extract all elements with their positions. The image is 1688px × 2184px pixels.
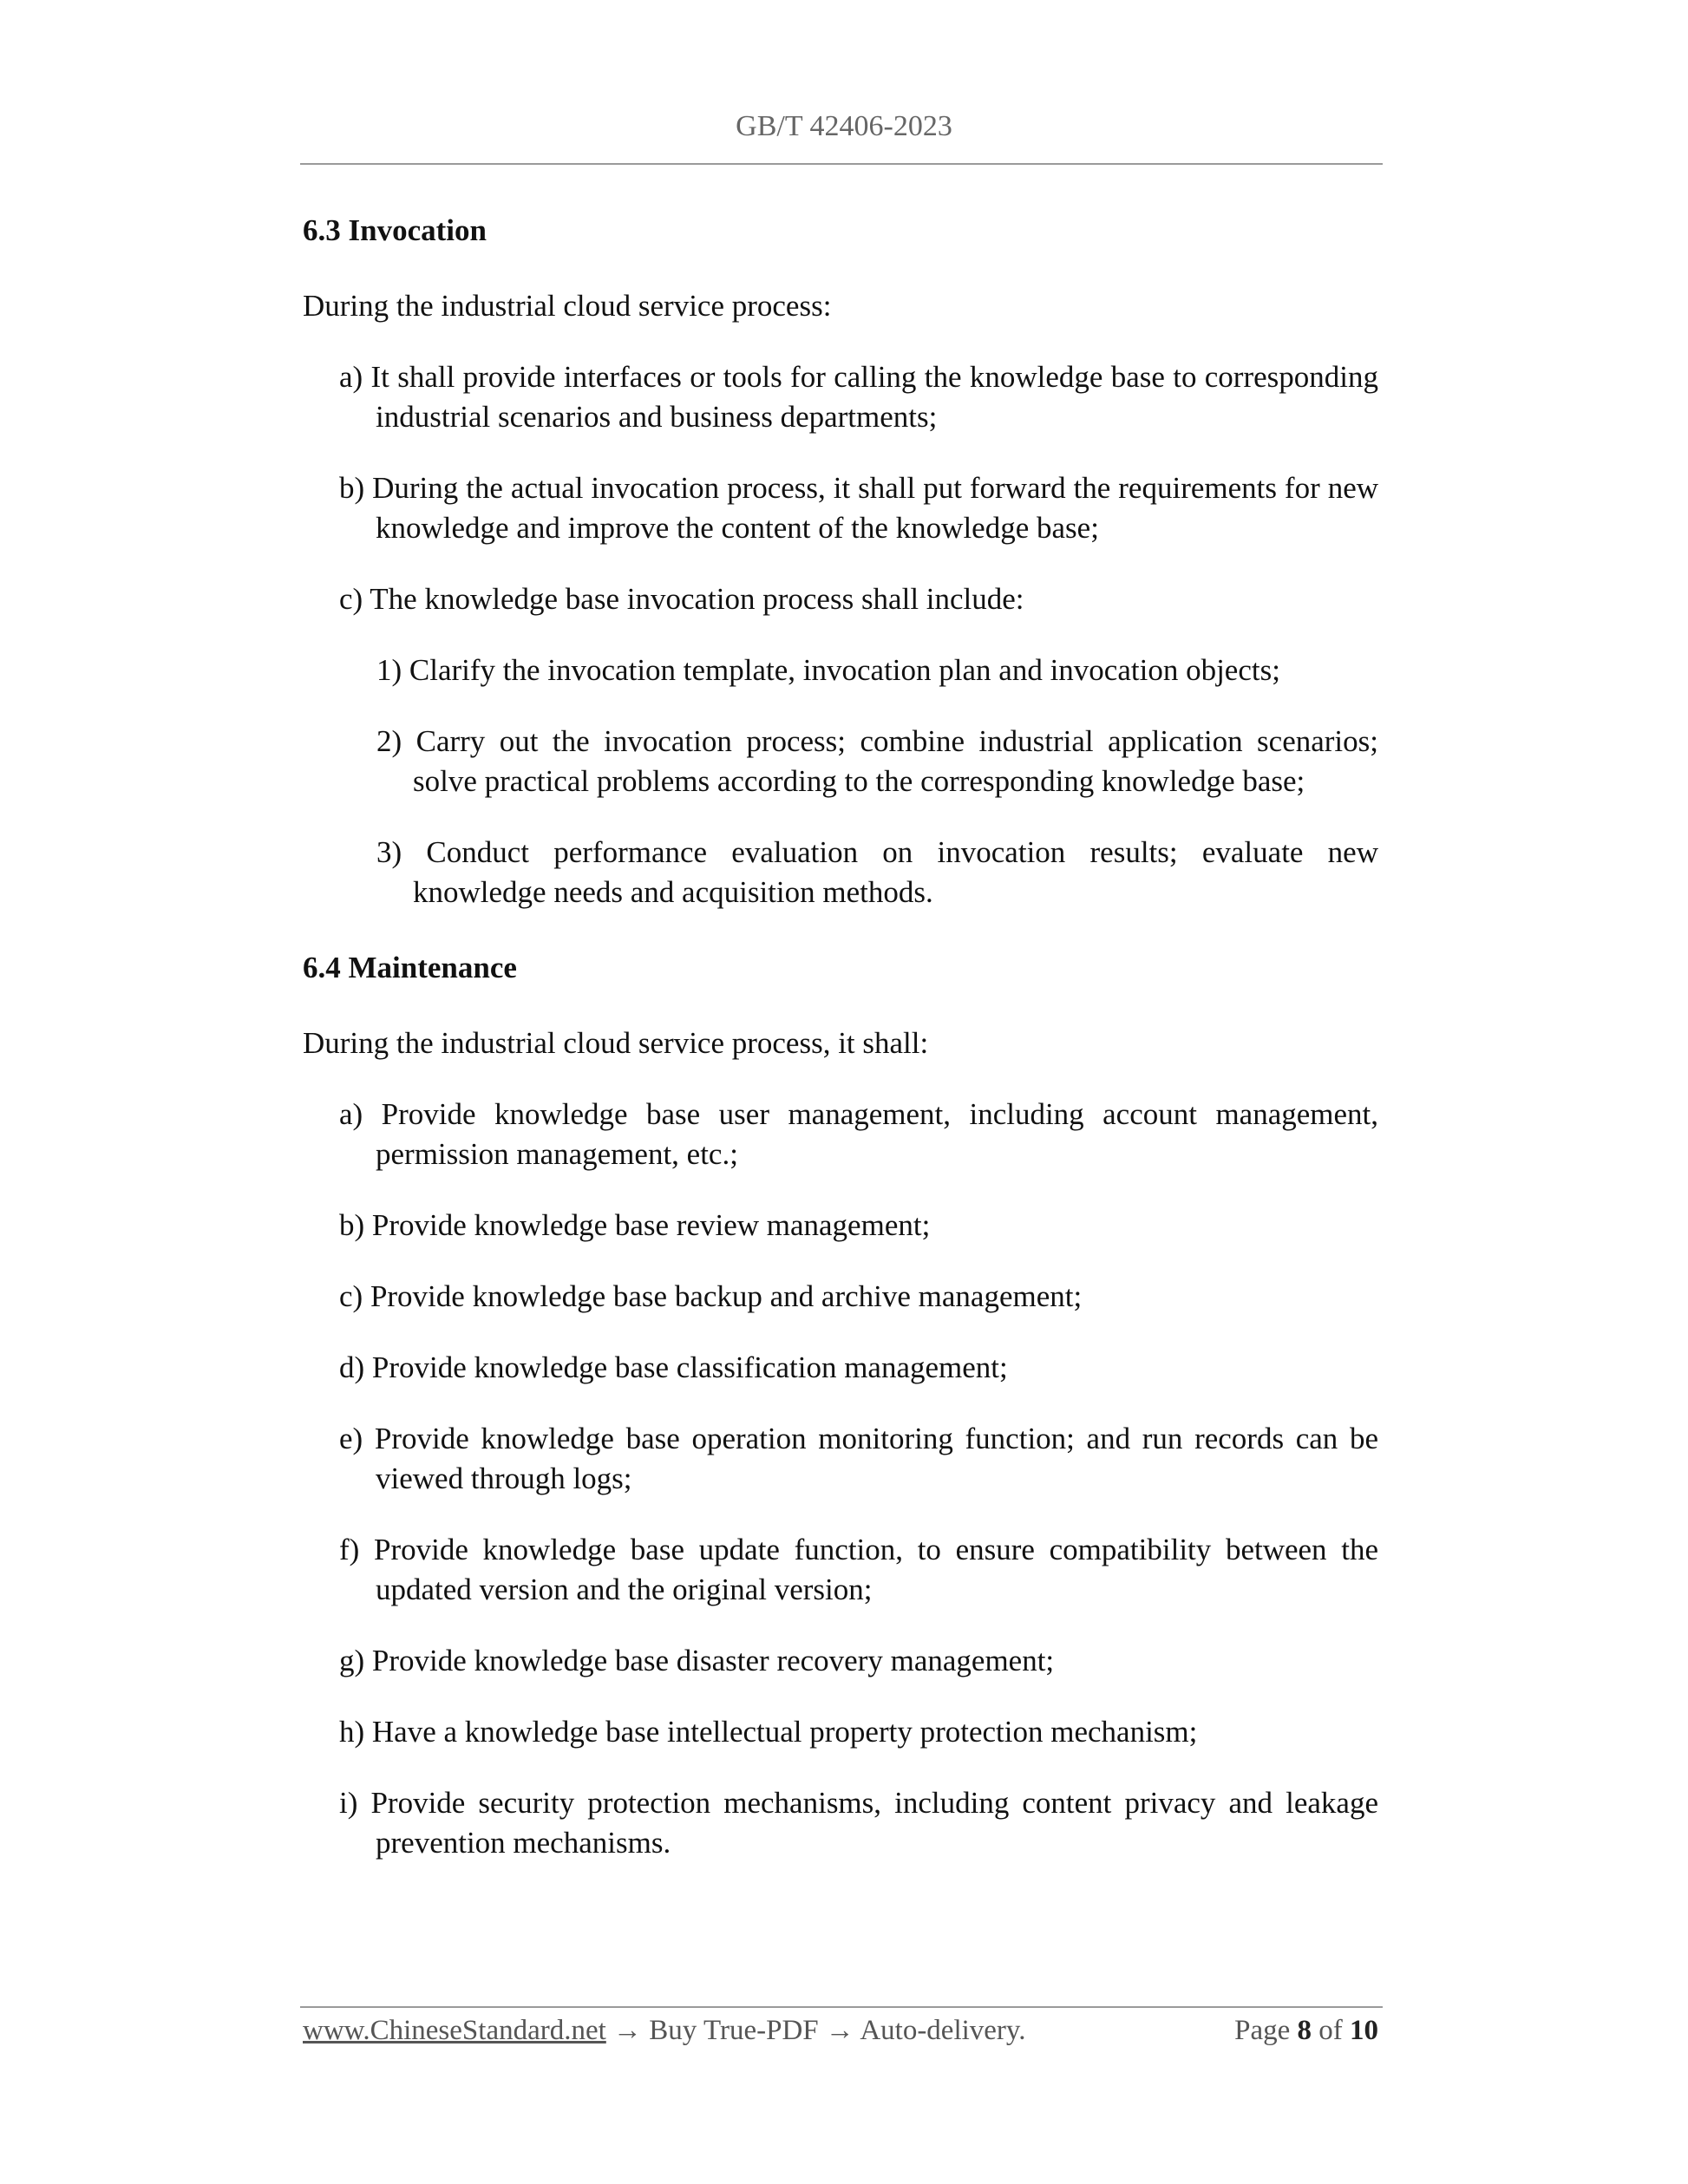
page-footer bbox=[303, 2009, 1378, 2052]
sub-list-item: 3) Conduct performance evaluation on invocation results; evaluate new knowledge needs and acquisition methods. bbox=[376, 835, 1378, 909]
list-item: g) Provide knowledge base disaster recovery management; bbox=[339, 1644, 1055, 1677]
website-link[interactable]: www.ChineseStandard.net bbox=[303, 2015, 606, 2046]
page-number: 8 bbox=[1297, 2015, 1312, 2046]
page-total: 10 bbox=[1350, 2015, 1378, 2046]
page-label: Page bbox=[1234, 2015, 1291, 2046]
footer-promo bbox=[303, 2009, 1026, 2052]
section-intro-invocation: During the industrial cloud service process: bbox=[303, 289, 832, 323]
list-item: a) Provide knowledge base user management, including account management, permission management, etc.; bbox=[339, 1097, 1378, 1171]
of-label: of bbox=[1318, 2015, 1343, 2046]
sub-list-item: 1) Clarify the invocation template, invocation plan and invocation objects; bbox=[376, 653, 1280, 687]
list-item: c) Provide knowledge base backup and archive management; bbox=[339, 1279, 1083, 1313]
arrow-right-icon: → bbox=[613, 2015, 643, 2046]
list-item: b) During the actual invocation process, it shall put forward the requirements for new knowledge and improve the content of the knowledge base; bbox=[339, 471, 1378, 545]
buy-true-pdf-text: Buy True-PDF bbox=[649, 2015, 819, 2046]
section-heading-maintenance: 6.4 Maintenance bbox=[303, 951, 517, 984]
section-heading-invocation: 6.3 Invocation bbox=[303, 213, 487, 247]
auto-delivery-text: Auto-delivery. bbox=[860, 2015, 1026, 2046]
sub-list-item: 2) Carry out the invocation process; combine industrial application scenarios; solve practical problems according to the corresponding knowledge base; bbox=[376, 724, 1378, 798]
list-item: e) Provide knowledge base operation monitoring function; and run records can be viewed through logs; bbox=[339, 1422, 1378, 1495]
list-item: i) Provide security protection mechanisms, including content privacy and leakage prevention mechanisms. bbox=[339, 1786, 1378, 1860]
list-item: b) Provide knowledge base review management; bbox=[339, 1208, 931, 1242]
list-item: a) It shall provide interfaces or tools for calling the knowledge base to corresponding industrial scenarios and business departments; bbox=[339, 360, 1378, 434]
footer-divider bbox=[300, 2006, 1383, 2008]
page-indicator bbox=[1234, 2009, 1378, 2052]
section-intro-maintenance: During the industrial cloud service process, it shall: bbox=[303, 1026, 929, 1060]
page-content bbox=[303, 206, 1378, 1863]
arrow-right-icon: → bbox=[825, 2015, 854, 2046]
list-item: h) Have a knowledge base intellectual property protection mechanism; bbox=[339, 1715, 1198, 1749]
header-divider bbox=[300, 163, 1383, 165]
list-item: d) Provide knowledge base classification management; bbox=[339, 1350, 1008, 1384]
list-item: f) Provide knowledge base update function, to ensure compatibility between the updated version and the original version; bbox=[339, 1533, 1378, 1606]
list-item: c) The knowledge base invocation process shall include: bbox=[339, 582, 1024, 616]
header-title: GB/T 42406-2023 bbox=[736, 110, 952, 142]
